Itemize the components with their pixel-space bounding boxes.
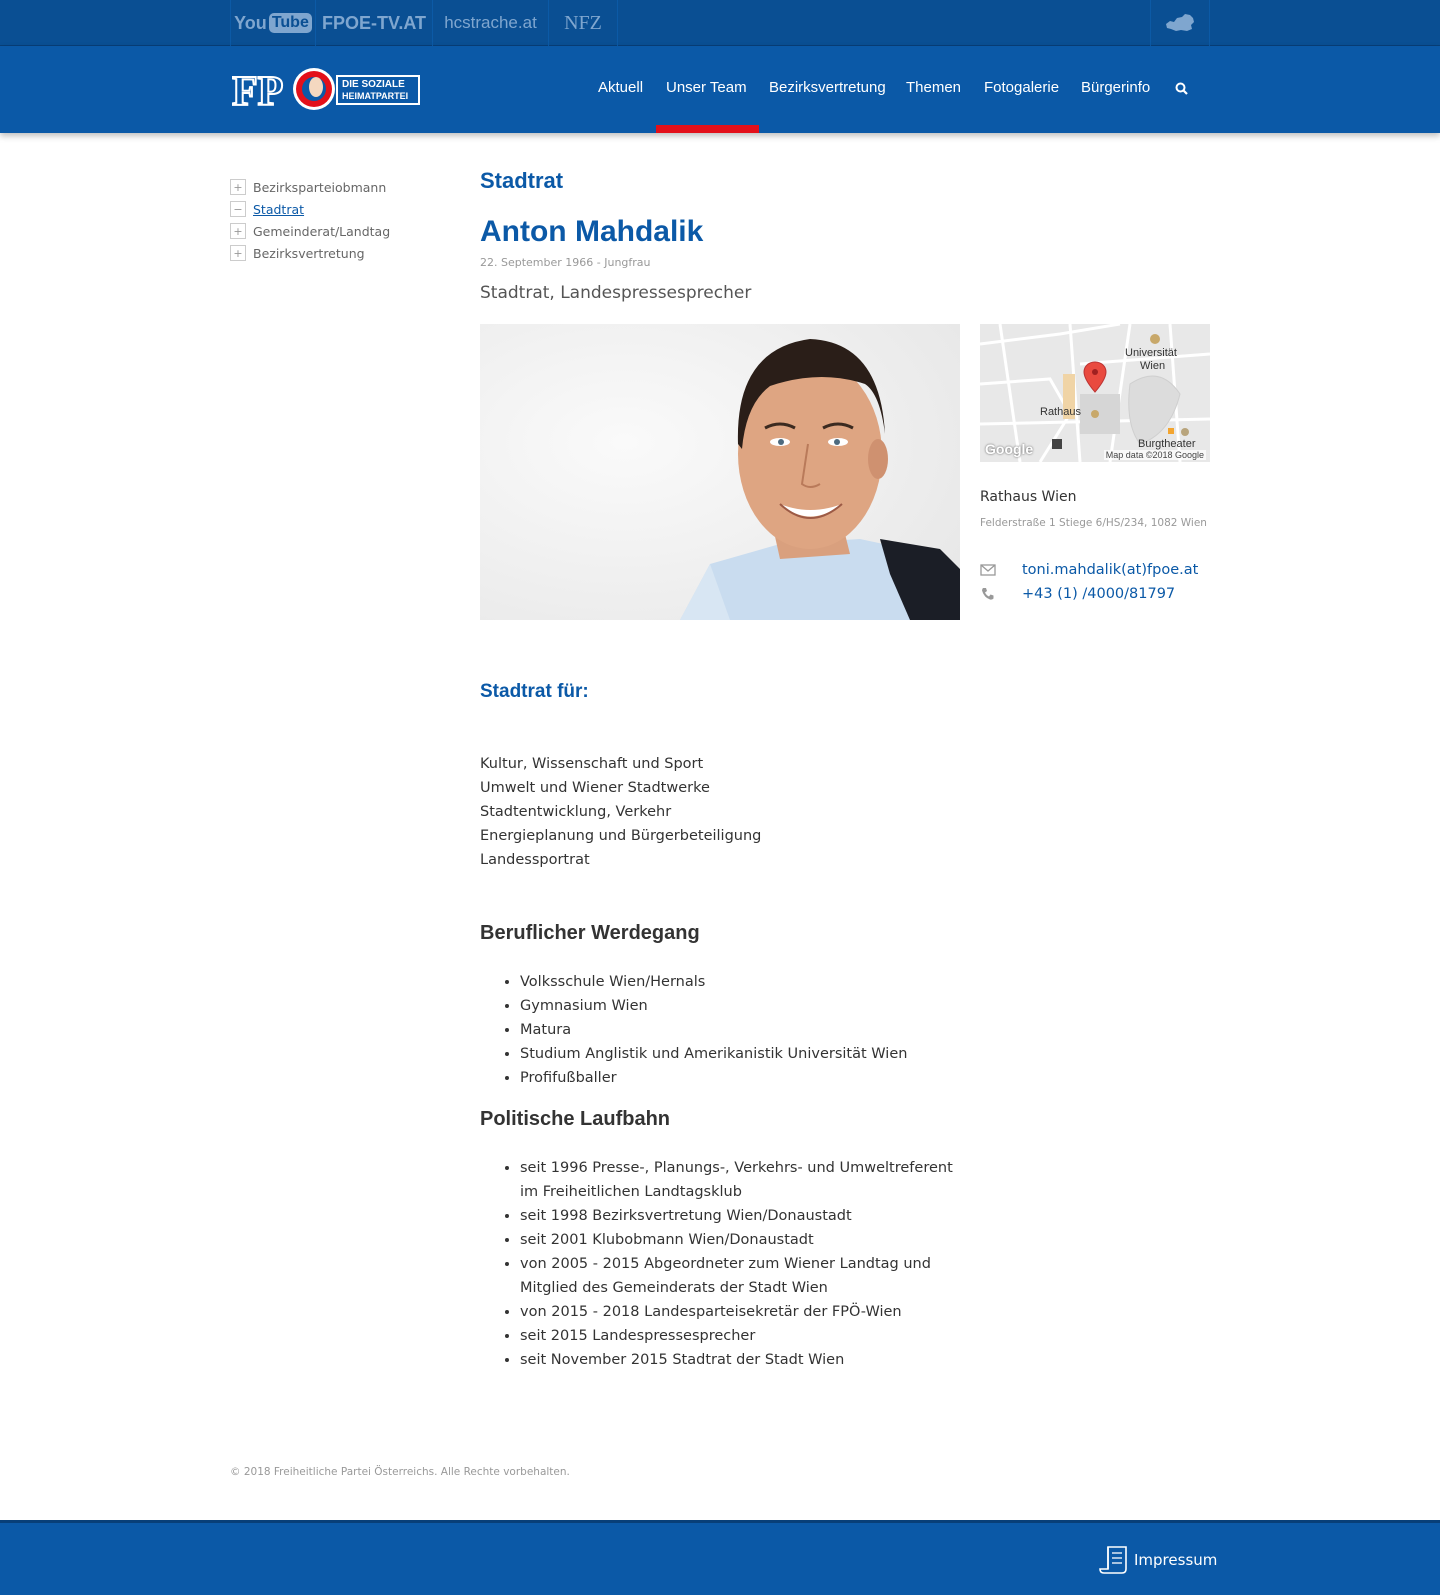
main-header <box>0 46 1440 133</box>
nav-buergerinfo[interactable]: Bürgerinfo <box>1081 79 1151 96</box>
list-item: Energieplanung und Bürgerbeteiligung <box>480 828 762 844</box>
list-item: Umwelt und Wiener Stadtwerke <box>480 780 710 796</box>
hcstrache-link[interactable] <box>432 0 549 46</box>
page-footer <box>0 1520 1440 1595</box>
google-logo: Google <box>985 441 1034 457</box>
list-item: • seit 2015 Landespressesprecher <box>520 1324 970 1348</box>
map-attribution: Map data ©2018 Google <box>1105 450 1204 460</box>
logo-claim-1: DIE SOZIALE <box>342 79 405 90</box>
sidebar-item-label[interactable]: Bezirksvertretung <box>253 245 365 261</box>
nav-fotogalerie[interactable]: Fotogalerie <box>984 79 1060 96</box>
sidebar-item-bezirksvertretung[interactable] <box>230 242 450 264</box>
list-item: • Studium Anglistik und Amerikanistik Universität Wien <box>520 1042 970 1066</box>
sidebar-item-bezirksparteiobmann[interactable] <box>230 176 450 198</box>
career-title: Beruflicher Werdegang <box>480 922 700 944</box>
main-nav <box>0 46 1440 133</box>
top-bar <box>0 0 1440 46</box>
nfz-label: NFZ <box>564 11 602 34</box>
map-label-burgtheater: Burgtheater <box>1138 438 1196 450</box>
hcstrache-label: hcstrache.at <box>444 13 537 32</box>
sidebar-item-label[interactable]: Bezirksparteiobmann <box>253 179 387 195</box>
person-photo <box>480 324 960 620</box>
political-list <box>520 1156 970 1372</box>
logo-claim-2: HEIMATPARTEI <box>342 91 409 101</box>
map-label-rathaus: Rathaus <box>1040 406 1081 418</box>
person-name: Anton Mahdalik <box>480 215 704 248</box>
nav-bezirksvertretung[interactable]: Bezirksvertretung <box>769 79 886 96</box>
responsibilities-title: Stadtrat für: <box>480 681 589 702</box>
phone-icon <box>980 587 996 601</box>
list-item: • von 2005 - 2015 Abgeordneter zum Wiener Landtag und Mitglied des Gemeinderats der Stadt Wien <box>520 1252 970 1300</box>
map-label-wien: Wien <box>1140 360 1166 372</box>
expand-toggle[interactable]: + <box>230 223 246 239</box>
nav-aktuell[interactable]: Aktuell <box>598 79 644 96</box>
political-title: Politische Laufbahn <box>480 1108 671 1130</box>
list-item: • von 2015 - 2018 Landesparteisekretär der FPÖ-Wien <box>520 1300 970 1324</box>
person-birth: 22. September 1966 - Jungfrau <box>480 256 651 269</box>
sidebar-item-stadtrat[interactable] <box>230 198 450 220</box>
impressum-label: Impressum <box>1134 1551 1218 1569</box>
youtube-label: You <box>234 12 267 33</box>
impressum-link[interactable] <box>1098 1543 1217 1577</box>
portrait-illustration <box>480 324 960 620</box>
austria-map-link[interactable] <box>1150 0 1210 46</box>
career-list <box>520 970 970 1090</box>
sidebar-item-label[interactable]: Gemeinderat/Landtag <box>253 223 391 239</box>
person-role: Stadtrat, Landespressesprecher <box>480 283 752 303</box>
contact-phone <box>980 583 1210 605</box>
list-item: • seit 1996 Presse-, Planungs-, Verkehrs- und Umweltreferent im Freiheitlichen Landtagsklub <box>520 1156 970 1204</box>
document-icon <box>1098 1543 1132 1577</box>
address-title: Rathaus Wien <box>980 489 1077 505</box>
fpoe-tv-label: FPOE-TV.AT <box>321 12 426 33</box>
nfz-link[interactable] <box>548 0 618 46</box>
list-item: • Volksschule Wien/Hernals <box>520 970 970 994</box>
copyright-notice: © 2018 Freiheitliche Partei Österreichs. Alle Rechte vorbehalten. <box>230 1466 570 1478</box>
list-item: • Matura <box>520 1018 970 1042</box>
phone-link[interactable]: +43 (1) /4000/81797 <box>1022 586 1176 602</box>
search-icon <box>1175 82 1189 96</box>
list-item: • seit November 2015 Stadtrat der Stadt Wien <box>520 1348 970 1372</box>
team-sidebar <box>230 176 450 264</box>
nav-themen[interactable]: Themen <box>906 79 962 96</box>
search-button[interactable] <box>1175 81 1189 95</box>
expand-toggle[interactable]: + <box>230 245 246 261</box>
email-link[interactable]: toni.mahdalik(at)fpoe.at <box>1022 562 1199 578</box>
expand-toggle[interactable]: + <box>230 179 246 195</box>
youtube-box-label: Tube <box>269 13 312 33</box>
list-item: • seit 2001 Klubobmann Wien/Donaustadt <box>520 1228 970 1252</box>
envelope-icon <box>980 563 996 577</box>
sidebar-item-gemeinderat-landtag[interactable] <box>230 220 450 242</box>
responsibilities-list <box>480 752 761 872</box>
sidebar-item-label[interactable]: Stadtrat <box>253 201 305 217</box>
contact-email <box>980 559 1210 581</box>
list-item: • Gymnasium Wien <box>520 994 970 1018</box>
list-item: • seit 1998 Bezirksvertretung Wien/Donaustadt <box>520 1204 970 1228</box>
section-title: Stadtrat <box>480 168 564 193</box>
list-item: Landessportrat <box>480 852 590 868</box>
nav-unser-team[interactable]: Unser Team <box>666 79 747 96</box>
fpoe-tv-link[interactable] <box>315 0 433 46</box>
logo-fp-text: FP <box>232 69 284 111</box>
list-item: Stadtentwicklung, Verkehr <box>480 804 672 820</box>
address-line: Felderstraße 1 Stiege 6/HS/234, 1082 Wien <box>980 517 1207 529</box>
youtube-link[interactable] <box>230 0 316 46</box>
list-item: • Profifußballer <box>520 1066 970 1090</box>
location-map[interactable] <box>980 324 1210 462</box>
austria-map-icon <box>1164 12 1196 34</box>
map-label-universitaet: Universität <box>1125 347 1177 359</box>
collapse-toggle[interactable]: − <box>230 201 246 217</box>
list-item: Kultur, Wissenschaft und Sport <box>480 756 704 772</box>
active-nav-indicator <box>656 125 759 133</box>
